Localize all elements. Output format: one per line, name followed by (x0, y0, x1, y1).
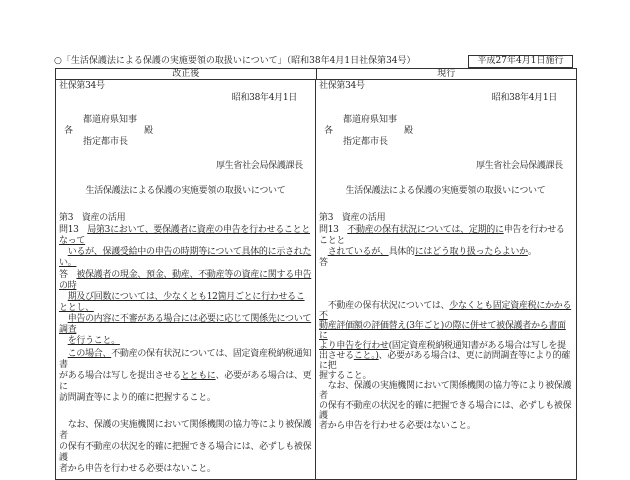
underlined-text: こと。) (353, 351, 379, 361)
issuer: 厚生省社会局保護課長 (215, 161, 303, 171)
text-line (59, 270, 312, 292)
text: 申告を行わせることと (319, 225, 565, 246)
underlined-text: にはどう取り扱ったらよいか (414, 247, 528, 257)
text: 不動産の保有状況については、固定資産税納税通知書 (59, 349, 312, 370)
answer-paragraph-2 (59, 420, 312, 475)
addressee-prefectures: 都道府県知事 (343, 115, 398, 125)
addressee-group (59, 115, 312, 148)
text: 者から申告を行わせる必要はないこと。 (59, 464, 216, 474)
table-body (56, 80, 576, 479)
addressee-each: 各 (324, 126, 334, 136)
current-column (316, 80, 575, 479)
text: (固定資産税納税通知書がある場合は写しを提 (388, 341, 566, 351)
addressee-honorific: 殿 (144, 126, 154, 136)
text-line (59, 247, 312, 269)
text: 出させる (319, 351, 354, 361)
subject: 生活保護法による保護の実施要領の取扱いについて (345, 186, 546, 196)
document-title: ○「生活保護法による保護の実施要領の取扱いについて」（昭和38年4月1日社保第34号） (54, 56, 416, 66)
text-line (319, 341, 572, 351)
answer-block (59, 270, 312, 347)
text (319, 247, 328, 257)
text-line (319, 371, 572, 381)
text: 。 (527, 247, 537, 257)
text: 答 (319, 258, 328, 268)
addressee-honorific: 殿 (404, 126, 414, 136)
underlined-text: この場合、 (67, 349, 112, 359)
text: 問13 (59, 225, 88, 235)
text: 者から申告を行わせる必要はないこと。 (319, 421, 476, 431)
text-line (59, 464, 312, 475)
text-line (59, 314, 312, 336)
underlined-text: 被保護者の現金、預金、動産、不動産等の資産に関する申告の時 (59, 270, 312, 291)
issuer: 厚生省社会局保護課長 (475, 161, 563, 171)
text-line (319, 351, 572, 371)
text-line (59, 442, 312, 464)
doc-number: 社保第34号 (59, 81, 105, 91)
text: 、必要がある場合は、更に訪問調査等により的確に把 (319, 351, 571, 371)
text: 具体的 (388, 247, 415, 257)
addressee-each: 各 (64, 126, 74, 136)
underlined-text: いるが、保護受給中の申告の時期等について具体的に示されたい。 (59, 247, 312, 268)
text-line (59, 349, 312, 371)
text: 、必要がある場合は、更に (59, 371, 312, 392)
underlined-text: 局第3において、要保護者に資産の申告を行わせることとなって (59, 225, 311, 246)
text-line (319, 258, 572, 269)
text: なお、保護の実施機関において関係機関の協力等により被保護者 (59, 420, 312, 441)
text: 問13 (319, 225, 348, 235)
question-block (319, 225, 572, 269)
text-line (59, 371, 312, 393)
addressee-prefectures: 都道府県知事 (83, 115, 138, 125)
underlined-text: 動産評価額の評価替え(3年ごと)の際に併せて被保護者から書面に (319, 321, 566, 341)
underlined-text: 不動産の保有状況については、定期的に (347, 225, 504, 235)
issue-date: 昭和38年4月1日 (231, 93, 297, 103)
subject: 生活保護法による保護の実施要領の取扱いについて (85, 186, 286, 196)
text-line (319, 381, 572, 401)
text-line (319, 401, 572, 421)
text-line (319, 247, 572, 258)
answer-paragraph-1 (59, 349, 312, 404)
text-line (59, 336, 312, 347)
question-block (59, 225, 312, 269)
answer-paragraph-2 (319, 381, 572, 431)
underlined-text: より申告を行わせ (319, 341, 389, 351)
text: 答 (59, 270, 77, 280)
addressee-group (319, 115, 572, 148)
addressee-cities: 指定都市長 (343, 137, 389, 147)
text-line (59, 292, 312, 314)
text-line (319, 421, 572, 431)
issue-date: 昭和38年4月1日 (491, 93, 557, 103)
effective-date-box: 平成27年4月1日施行 (468, 55, 573, 68)
text: の保有不動産の状況を的確に把握できる場合には、必ずしも被保護 (59, 442, 312, 463)
text: 不動産の保有状況については、 (319, 301, 450, 311)
underlined-text: 期及び回数については、少なくとも12箇月ごとに行わせることとし、 (59, 292, 305, 313)
section-heading: 第3 資産の活用 (319, 213, 386, 223)
comparison-table (55, 68, 577, 480)
addressee-cities: 指定都市長 (83, 137, 129, 147)
header-revised: 改正後 (56, 69, 317, 79)
text: 握すること。 (319, 371, 372, 381)
answer-paragraph-1 (319, 301, 572, 381)
table-header (56, 69, 576, 80)
underlined-text: 少なくとも固定資産税にかかる不 (319, 301, 572, 321)
section-heading: 第3 資産の活用 (59, 213, 126, 223)
text (59, 314, 68, 324)
underlined-text: とともに (180, 371, 216, 381)
text (59, 336, 68, 346)
text-line (319, 321, 572, 341)
text-line (59, 420, 312, 442)
text-line (59, 393, 312, 404)
text-line (59, 225, 312, 247)
doc-number: 社保第34号 (319, 81, 365, 91)
text: 訪問調査等により的確に把握すること。 (59, 393, 216, 403)
text (59, 247, 68, 257)
text: の保有不動産の状況を的確に把握できる場合には、必ずしも被保護 (319, 401, 572, 421)
underlined-text: 申告の内容に不審がある場合には必要に応じて関係先について調査 (59, 314, 312, 335)
text-line (319, 301, 572, 321)
text (59, 349, 68, 359)
underlined-text: されているが、 (327, 247, 389, 257)
text-line (319, 225, 572, 247)
underlined-text: を行うこと。 (67, 336, 120, 346)
revised-column (56, 80, 316, 479)
text: がある場合は写しを提出させる (59, 371, 181, 381)
text (59, 292, 68, 302)
text: なお、保護の実施機関において関係機関の協力等により被保護者 (319, 381, 572, 401)
header-current: 現行 (437, 69, 456, 79)
